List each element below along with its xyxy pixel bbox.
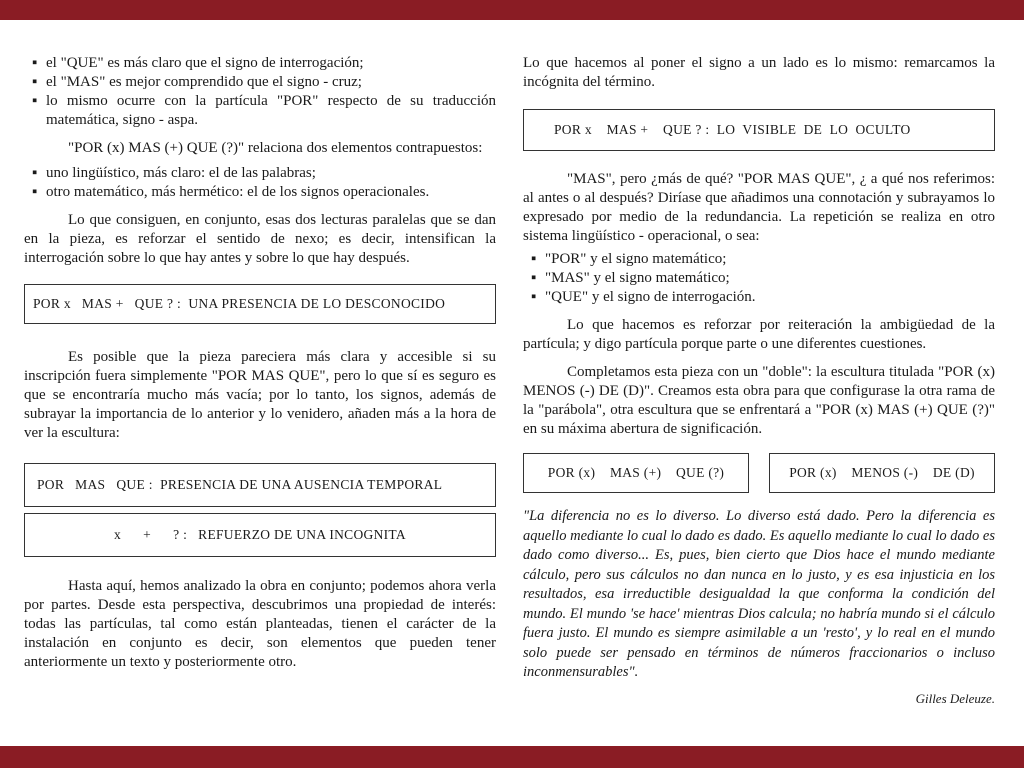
paragraph: Hasta aquí, hemos analizado la obra en conjunto; podemos ahora verla por partes. Desde esta perspectiva, descubrimos una propiedad de interés: todas las partículas, tal como están planteadas, tienen el carácter de la instalación en conjunto es decir, son elementos que pueden tener anteriormente un texto y posteriormente otro. — [24, 578, 496, 670]
bullet-icon: ▪ — [531, 251, 537, 267]
list-item — [523, 250, 995, 269]
highlight-box: POR x MAS + QUE ? : UNA PRESENCIA DE LO DESCONOCIDO — [24, 284, 496, 324]
bottom-border-bar — [0, 746, 1024, 768]
paragraph: Completamos esta pieza con un "doble": la escultura titulada "POR (x) MENOS (-) DE (D)". Creamos esta obra para que configurase la otra rama de la "parábola", otra escultura que se enfrentará a "POR (x) MAS (+) QUE (?)" en su máxima abertura de significación. — [523, 364, 995, 437]
list-item — [24, 92, 496, 130]
paragraph: Lo que consiguen, en conjunto, esas dos lecturas paralelas que se dan en la pieza, es reforzar el sentido de nexo; es decir, intensifican la interrogación sobre lo que hay antes y sobre lo que hay después. — [24, 212, 496, 266]
bullet-icon: ▪ — [32, 165, 38, 181]
paragraph: Lo que hacemos al poner el signo a un lado es lo mismo: remarcamos la incógnita del término. — [523, 55, 995, 90]
right-column — [523, 54, 995, 707]
highlight-box-left: POR (x) MAS (+) QUE (?) — [523, 453, 749, 493]
quote-text: "La diferencia no es lo diverso. Lo diverso está dado. Pero la diferencia es aquello mediante lo cual lo dado es dado. Es aquello mediante lo cual lo dado es dado como diverso... Es, pues, bien cierto que Dios hace el mundo mediante cálculo, pero sus cálculos no dan nunca en lo justo, y es esa injusticia en los resultados, esa irreductible desigualdad la que conforma la condición del mundo. El mundo 'se hace' mientras Dios calcula; no habría mundo si el cálculo fuera justo. El mundo es siempre asimilable a un 'resto', y lo real en el mundo solo puede ser pensado en términos de números fraccionarios o incluso inconmensurables". — [523, 508, 995, 680]
list-item-text: otro matemático, más hermético: el de los signos operacionales. — [46, 184, 430, 200]
bullet-icon: ▪ — [32, 55, 38, 71]
highlight-box: POR MAS QUE : PRESENCIA DE UNA AUSENCIA TEMPORAL — [24, 463, 496, 507]
paragraph: "MAS", pero ¿más de qué? "POR MAS QUE", ¿ a qué nos referimos: al antes o al después? Diríase que añadimos una connotación y subrayamos lo expresado por medio de la redundancia. La repetición se realiza en otro sistema lingüístico - operacional, o sea: — [523, 171, 995, 244]
paragraph: Es posible que la pieza pareciera más clara y accesible si su inscripción fuera simplemente "POR MAS QUE", pero lo que sí es seguro es que se encontraría mucho más vacía; por lo tanto, los signos, además de subrayar la importancia de lo anterior y lo venidero, añaden más a la hora de ver la escultura: — [24, 349, 496, 441]
list-item-text: "QUE" y el signo de interrogación. — [545, 289, 756, 305]
list-item-text: el "QUE" es más claro que el signo de interrogación; — [46, 55, 364, 71]
list-item-text: uno lingüístico, más claro: el de las palabras; — [46, 165, 316, 181]
bullet-icon: ▪ — [531, 289, 537, 305]
comparison-boxes — [523, 453, 995, 493]
list-item — [523, 288, 995, 307]
paragraph: "POR (x) MAS (+) QUE (?)" relaciona dos elementos contrapuestos: — [68, 140, 483, 156]
bullet-icon: ▪ — [32, 74, 38, 90]
top-border-bar — [0, 0, 1024, 20]
bullet-list-c — [523, 250, 995, 307]
list-item-text: lo mismo ocurre con la partícula "POR" respecto de su traducción matemática, signo - aspa. — [46, 93, 496, 128]
left-column — [24, 54, 496, 672]
quote-author: Gilles Deleuze. — [915, 690, 995, 706]
bullet-icon: ▪ — [32, 93, 38, 109]
list-item-text: "MAS" y el signo matemático; — [545, 270, 730, 286]
highlight-box-right: POR (x) MENOS (-) DE (D) — [769, 453, 995, 493]
bullet-list-b — [24, 164, 496, 202]
list-item — [24, 54, 496, 73]
list-item-text: el "MAS" es mejor comprendido que el signo - cruz; — [46, 74, 362, 90]
paragraph: Lo que hacemos es reforzar por reiteración la ambigüedad de la partícula; y digo partícula porque parte o une diferentes cuestiones. — [523, 317, 995, 352]
list-item-text: "POR" y el signo matemático; — [545, 251, 727, 267]
highlight-box: x + ? : REFUERZO DE UNA INCOGNITA — [24, 513, 496, 557]
list-item — [24, 183, 496, 202]
bullet-list-a — [24, 54, 496, 130]
list-item — [523, 269, 995, 288]
list-item — [24, 164, 496, 183]
bullet-icon: ▪ — [531, 270, 537, 286]
list-item — [24, 73, 496, 92]
highlight-box: POR x MAS + QUE ? : LO VISIBLE DE LO OCULTO — [523, 109, 995, 151]
bullet-icon: ▪ — [32, 184, 38, 200]
